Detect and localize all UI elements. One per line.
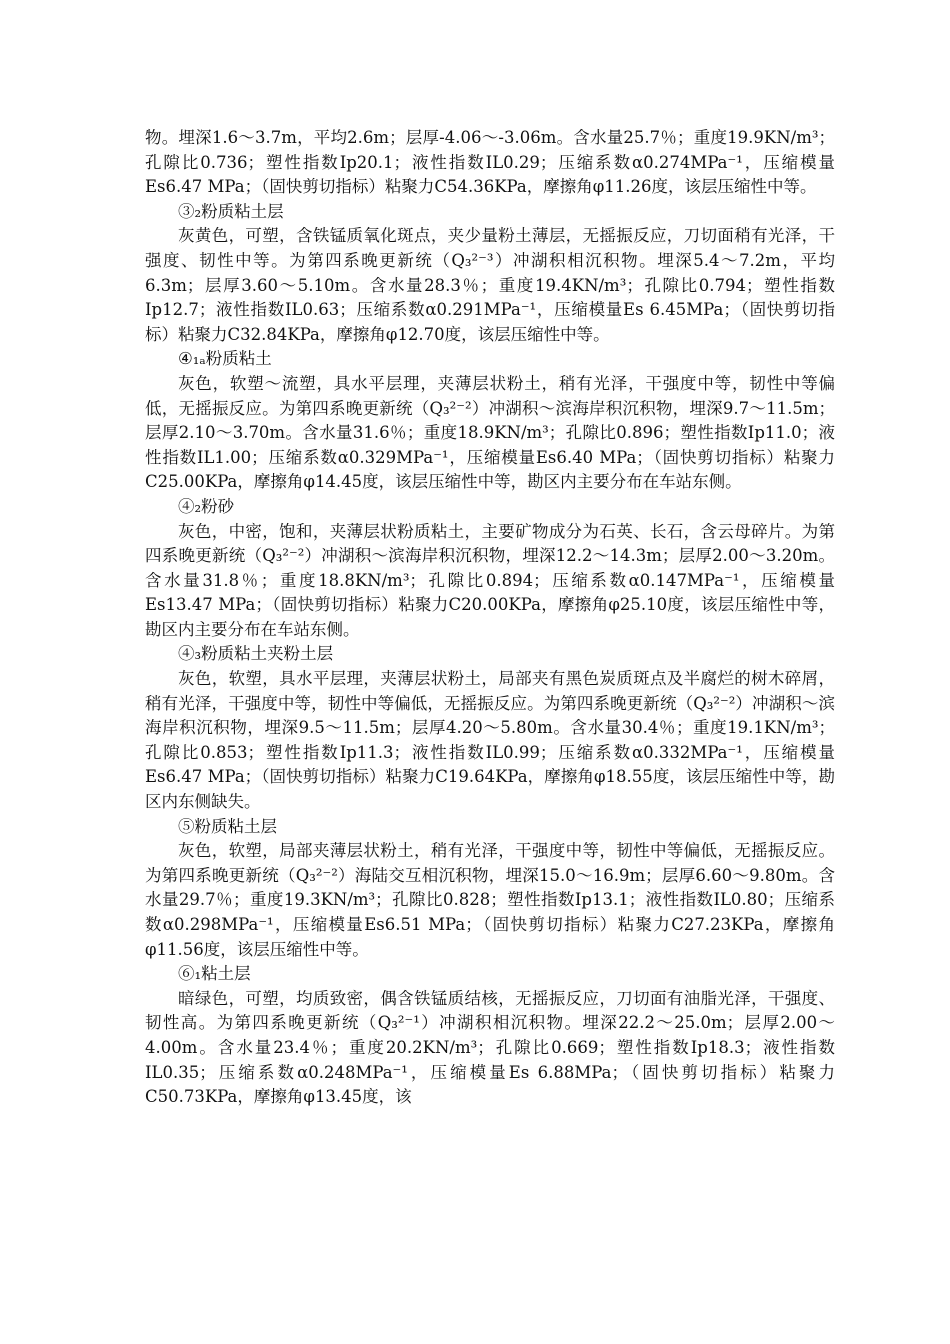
section-heading-4-2: ④₂粉砂 xyxy=(178,496,235,516)
paragraph-5: 灰色，软塑，局部夹薄层状粉土，稍有光泽，干强度中等，韧性中等偏低，无摇振反应。为第四系晚更新统（Q₃²⁻²）海陆交互相沉积物，埋深15.0～16.9m；层厚6.60～9.80m。含水量29.7％；重度19.3KN/m³；孔隙比0.828；塑性指数Ip13.1；液性指数IL0.80；压缩系数α0.298MPa⁻¹，压缩模量Es6.51 MPa；（固快剪切指标）粘聚力C27.23KPa，摩擦角φ11.56度，该层压缩性中等。 xyxy=(145,841,835,959)
paragraph-4-1a: 灰色，软塑～流塑，具水平层理，夹薄层状粉土，稍有光泽，干强度中等，韧性中等偏低，无摇振反应。为第四系晚更新统（Q₃²⁻²）冲湖积～滨海岸积沉积物，埋深9.7～11.5m；层厚2.10～3.70m。含水量31.6％；重度18.9KN/m³；孔隙比0.896；塑性指数Ip11.0；液性指数IL1.00；压缩系数α0.329MPa⁻¹，压缩模量Es6.40 MPa；（固快剪切指标）粘聚力C25.00KPa，摩擦角φ14.45度，该层压缩性中等，勘区内主要分布在车站东侧。 xyxy=(145,373,835,492)
document-page xyxy=(145,126,835,1110)
section-heading-6-1: ⑥₁粘土层 xyxy=(178,964,251,984)
section-heading-5: ⑤粉质粘土层 xyxy=(178,816,277,836)
paragraph-6-1: 暗绿色，可塑，均质致密，偶含铁锰质结核，无摇振反应，刀切面有油脂光泽，干强度、韧性高。为第四系晚更新统（Q₃²⁻¹）冲湖积相沉积物。埋深22.2～25.0m；层厚2.00～4.00m。含水量23.4％；重度20.2KN/m³；孔隙比0.669；塑性指数Ip18.3；液性指数IL0.35；压缩系数α0.248MPa⁻¹，压缩模量Es 6.88MPa；（固快剪切指标）粘聚力C50.73KPa，摩擦角φ13.45度，该 xyxy=(145,988,835,1107)
section-heading-4-3: ④₃粉质粘土夹粉土层 xyxy=(178,644,334,664)
section-heading-3-2: ③₂粉质粘土层 xyxy=(178,201,284,221)
paragraph-continued: 物。埋深1.6～3.7m，平均2.6m；层厚-4.06～-3.06m。含水量25.7％；重度19.9KN/m³；孔隙比0.736；塑性指数Ip20.1；液性指数IL0.29；压缩系数α0.274MPa⁻¹，压缩模量Es6.47 MPa；（固快剪切指标）粘聚力C54.36KPa，摩擦角φ11.26度，该层压缩性中等。 xyxy=(145,128,836,197)
paragraph-4-2: 灰色，中密，饱和，夹薄层状粉质粘土，主要矿物成分为石英、长石，含云母碎片。为第四系晚更新统（Q₃²⁻²）冲湖积～滨海岸积沉积物，埋深12.2～14.3m；层厚2.00～3.20m。含水量31.8％；重度18.8KN/m³；孔隙比0.894；压缩系数α0.147MPa⁻¹，压缩模量Es13.47 MPa；（固快剪切指标）粘聚力C20.00KPa，摩擦角φ25.10度，该层压缩性中等，勘区内主要分布在车站东侧。 xyxy=(145,521,835,639)
paragraph-3-2: 灰黄色，可塑，含铁锰质氧化斑点，夹少量粉土薄层，无摇振反应，刀切面稍有光泽，干强度、韧性中等。为第四系晚更新统（Q₃²⁻³）冲湖积相沉积物。埋深5.4～7.2m，平均6.3m；层厚3.60～5.10m。含水量28.3％；重度19.4KN/m³；孔隙比0.794；塑性指数Ip12.7；液性指数IL0.63；压缩系数α0.291MPa⁻¹，压缩模量Es 6.45MPa；（固快剪切指标）粘聚力C32.84KPa，摩擦角φ12.70度，该层压缩性中等。 xyxy=(145,226,835,344)
section-heading-4-1a: ④₁ₐ粉质粘土 xyxy=(178,349,272,369)
paragraph-4-3: 灰色，软塑，具水平层理，夹薄层状粉土，局部夹有黑色炭质斑点及半腐烂的树木碎屑，稍有光泽，干强度中等，韧性中等偏低，无摇振反应。为第四系晚更新统（Q₃²⁻²）冲湖积～滨海岸积沉积物，埋深9.5～11.5m；层厚4.20～5.80m。含水量30.4％；重度19.1KN/m³；孔隙比0.853；塑性指数Ip11.3；液性指数IL0.99；压缩系数α0.332MPa⁻¹，压缩模量Es6.47 MPa；（固快剪切指标）粘聚力C19.64KPa，摩擦角φ18.55度，该层压缩性中等，勘区内东侧缺失。 xyxy=(145,669,836,812)
